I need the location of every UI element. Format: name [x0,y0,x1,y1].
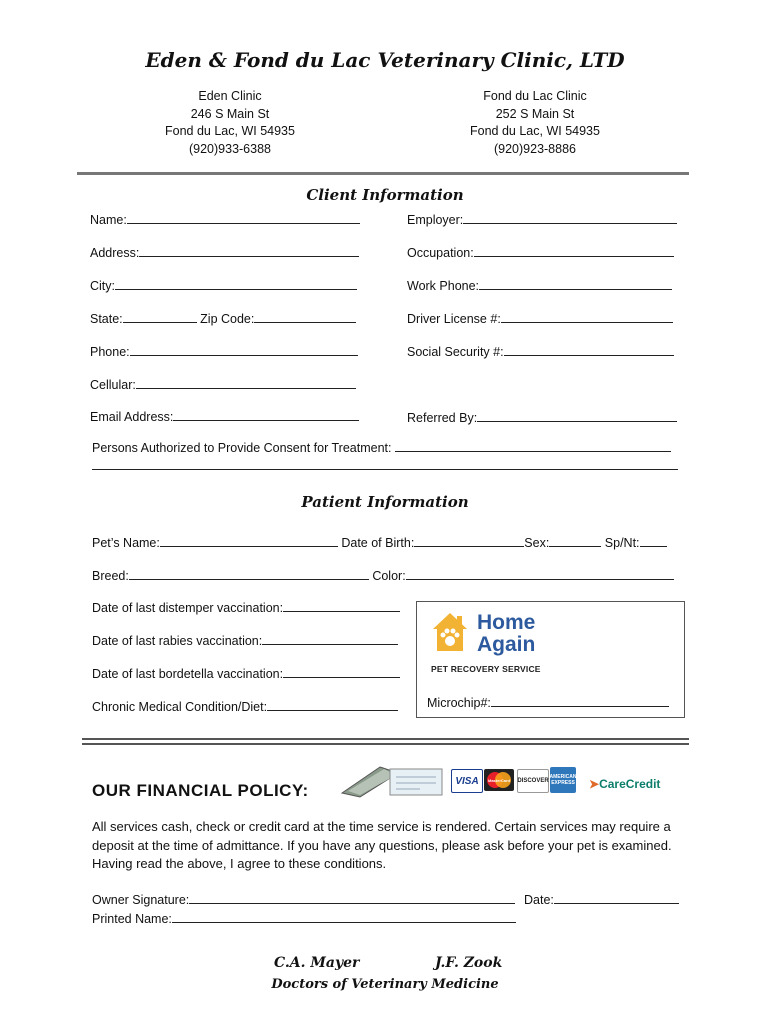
persons-authorized-line[interactable] [395,439,671,452]
cellular-line[interactable] [136,376,356,389]
cellular-label: Cellular: [90,378,136,392]
name-field[interactable] [90,211,360,227]
homeagain-house-icon [431,611,469,653]
distemper-label: Date of last distemper vaccination: [92,601,284,615]
bordetella-field[interactable] [92,665,400,681]
financial-divider-top [82,738,689,740]
financial-divider-bottom [82,743,689,745]
employer-label: Employer: [407,213,464,227]
ssn-field[interactable] [407,343,674,359]
persons-authorized-line-2[interactable] [92,469,678,470]
employer-field[interactable] [407,211,677,227]
signature-date-field[interactable] [524,891,679,907]
client-info-heading: Client Information [306,186,464,204]
address-line[interactable] [139,244,359,257]
name-label: Name: [90,213,127,227]
signature-date-line[interactable] [554,891,679,904]
cash-and-check-icon [340,763,446,799]
ssn-label: Social Security #: [407,345,504,359]
doctors-title: Doctors of Veterinary Medicine [271,977,499,992]
occupation-field[interactable] [407,244,674,260]
referred-by-line[interactable] [477,409,677,422]
persons-authorized-field[interactable] [92,439,671,455]
owner-signature-label: Owner Signature: [92,893,190,907]
financial-policy-text: All services cash, check or credit card at the time service is rendered. Certain services may require a deposit at the time of admittance. If you have any questions, please ask before your pet is examined. Having read the above, I agree to these conditions. [92,819,672,871]
microchip-line[interactable] [491,694,669,707]
bordetella-label: Date of last bordetella vaccination: [92,667,284,681]
printed-name-label: Printed Name: [92,912,172,926]
chronic-label: Chronic Medical Condition/Diet: [92,700,268,714]
carecredit-arrow-icon: ➤ [589,777,600,791]
printed-name-line[interactable] [172,910,516,923]
rabies-label: Date of last rabies vaccination: [92,634,263,648]
carecredit-logo [589,777,660,791]
state-line[interactable] [123,310,197,323]
eden-clinic-phone: (920)933-6388 [188,141,271,156]
microchip-field[interactable] [427,694,669,710]
eden-clinic-address [130,88,330,158]
address-field[interactable] [90,244,359,260]
homeagain-subtitle: PET RECOVERY SERVICE [431,664,541,674]
driver-license-field[interactable] [407,310,673,326]
work-phone-label: Work Phone: [407,279,480,293]
employer-line[interactable] [463,211,677,224]
amex-card-icon: AMERICAN EXPRESS [550,767,576,793]
microchip-label: Microchip#: [427,696,491,710]
chronic-line[interactable] [267,698,398,711]
city-label: City: [90,279,115,293]
occupation-label: Occupation: [407,246,474,260]
financial-policy-title: OUR FINANCIAL POLICY: [92,781,309,800]
owner-signature-field[interactable] [92,891,515,907]
fond-clinic-phone: (920)923-8886 [493,141,576,156]
pet-row [92,534,667,550]
mastercard-card-icon [484,769,514,791]
homeagain-logo [477,612,535,656]
visa-card-icon: VISA [451,769,483,793]
carecredit-text: CareCredit [599,777,661,791]
address-label: Address: [90,246,140,260]
homeagain-brand-line1: Home [477,611,536,634]
dob-label: Date of Birth: [341,536,415,550]
pet-name-line[interactable] [160,534,338,547]
referred-by-label: Referred By: [407,411,478,425]
rabies-line[interactable] [262,632,398,645]
sex-line[interactable] [549,534,601,547]
printed-name-field[interactable] [92,910,516,926]
work-phone-line[interactable] [479,277,672,290]
state-zip-field[interactable] [90,310,356,326]
zip-line[interactable] [254,310,356,323]
breed-label: Breed: [92,569,129,583]
fond-clinic-street: 252 S Main St [495,106,575,121]
email-field[interactable] [90,408,359,424]
fond-clinic-name: Fond du Lac Clinic [483,89,587,103]
homeagain-brand-line2: Again [477,633,536,656]
email-line[interactable] [173,408,359,421]
zip-label: Zip Code: [200,312,255,326]
occupation-line[interactable] [474,244,674,257]
homeagain-box [416,601,685,718]
distemper-line[interactable] [283,599,400,612]
name-line[interactable] [127,211,360,224]
mastercard-circles-icon [484,769,514,791]
clinic-title: Eden & Fond du Lac Veterinary Clinic, LTD [145,48,625,72]
color-label: Color: [372,569,406,583]
doctor-zook: J.F. Zook [435,955,503,971]
persons-authorized-label: Persons Authorized to Provide Consent for Treatment: [92,441,392,455]
fond-clinic-city: Fond du Lac, WI 54935 [470,124,600,138]
color-line[interactable] [406,567,674,580]
doctor-mayer: C.A. Mayer [274,955,360,971]
eden-clinic-city: Fond du Lac, WI 54935 [165,124,295,138]
pet-name-label: Pet’s Name: [92,536,160,550]
dob-line[interactable] [414,534,524,547]
spnt-label: Sp/Nt: [604,536,640,550]
email-label: Email Address: [90,410,174,424]
patient-info-heading: Patient Information [301,493,469,511]
city-line[interactable] [115,277,357,290]
driver-license-line[interactable] [501,310,673,323]
rabies-field[interactable] [92,632,398,648]
bordetella-line[interactable] [283,665,400,678]
driver-license-label: Driver License #: [407,312,501,326]
phone-line[interactable] [130,343,358,356]
fond-clinic-address [435,88,635,158]
breed-row [92,567,674,583]
cellular-field[interactable] [90,376,356,392]
phone-field[interactable] [90,343,358,359]
eden-clinic-street: 246 S Main St [190,106,270,121]
sex-label: Sex: [524,536,550,550]
breed-line[interactable] [129,567,369,580]
phone-label: Phone: [90,345,130,359]
ssn-line[interactable] [504,343,674,356]
header-divider [77,172,689,175]
referred-by-field[interactable] [407,409,677,425]
state-label: State: [90,312,123,326]
owner-signature-line[interactable] [189,891,515,904]
work-phone-field[interactable] [407,277,672,293]
discover-card-icon: DISCOVER [517,769,549,793]
mastercard-text: MasterCard [487,778,511,783]
signature-date-label: Date: [524,893,554,907]
eden-clinic-name: Eden Clinic [198,89,262,103]
chronic-field[interactable] [92,698,398,714]
city-field[interactable] [90,277,357,293]
spnt-line[interactable] [640,534,667,547]
distemper-field[interactable] [92,599,400,615]
